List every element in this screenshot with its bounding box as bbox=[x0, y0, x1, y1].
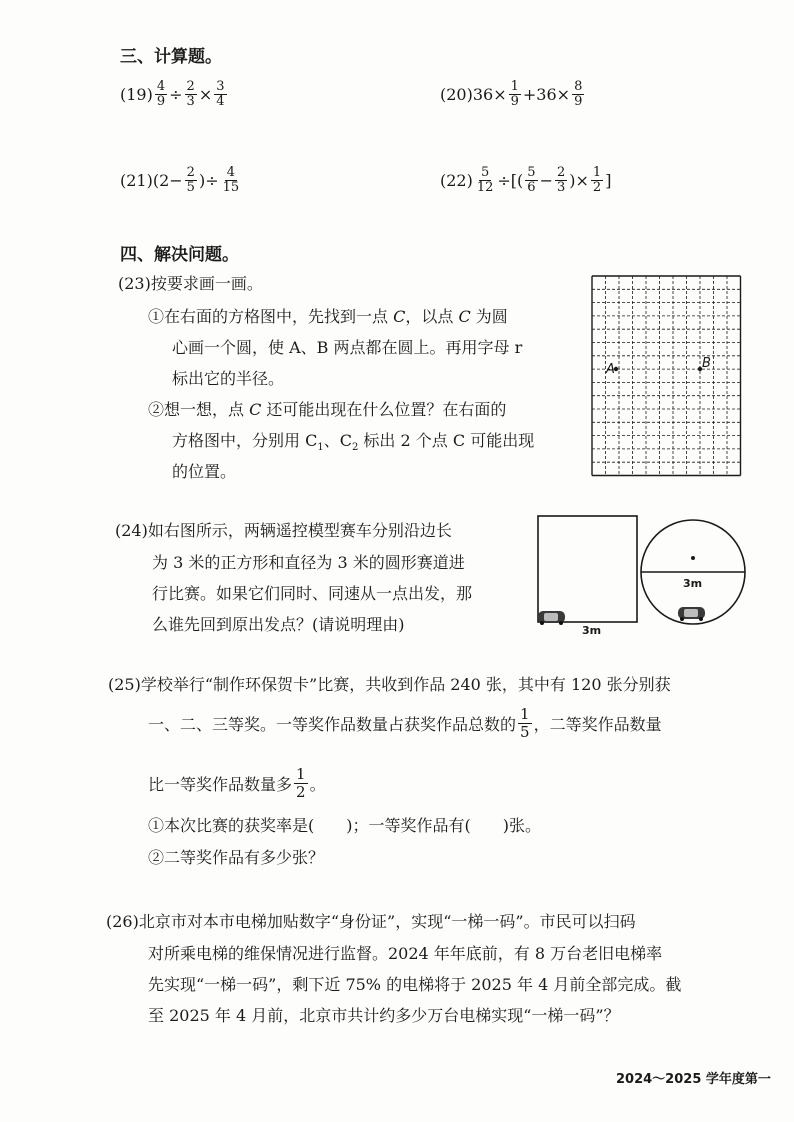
footer-text: 2024～2025 学年度第一 bbox=[616, 1072, 771, 1087]
q24-line2: 为 3 米的正方形和直径为 3 米的圆形赛道进 bbox=[152, 553, 465, 572]
q19-number: (19) bbox=[120, 85, 153, 104]
circle-center bbox=[691, 556, 695, 560]
q25-fraction-1: $\frac{1}{5}$ bbox=[520, 705, 530, 741]
q22-fraction-4: $\frac{1}{2}$ bbox=[592, 165, 602, 195]
q26-line1: (26)北京市对本市电梯加贴数字“身份证”，实现“一梯一码”。市民可以扫码 bbox=[106, 912, 636, 931]
q25-number: (25) bbox=[108, 675, 141, 694]
q23-part2-line2: 方格图中，分别用 $C_1$、$C_2$ 标出 2 个点 C 可能出现 bbox=[172, 431, 535, 454]
q19-fraction-1: $\frac{4}{9}$ bbox=[156, 79, 166, 109]
section-3-title: 三、计算题。 bbox=[120, 47, 222, 67]
q23-grid-figure bbox=[588, 272, 746, 480]
q25-sub2: ②二等奖作品有多少张？ bbox=[148, 848, 325, 867]
q19-op-2: × bbox=[198, 85, 213, 104]
q22-term-d: ] bbox=[605, 171, 612, 190]
q21-term-b: )÷ bbox=[198, 171, 219, 190]
q24-line4: 么谁先回到原出发点？(请说明理由) bbox=[152, 615, 405, 634]
square-side-label: 3m bbox=[582, 624, 602, 637]
question-22 bbox=[440, 166, 611, 195]
q23-intro bbox=[118, 272, 263, 296]
circle-diameter-label: 3m bbox=[683, 577, 703, 590]
q22-fraction-2: $\frac{5}{6}$ bbox=[527, 165, 536, 195]
q24-line3: 行比赛。如果它们同时、同速从一点出发，那 bbox=[152, 584, 473, 603]
q22-fraction-3: $\frac{2}{3}$ bbox=[556, 165, 566, 195]
q26-number: (26) bbox=[106, 912, 139, 931]
car-icon bbox=[678, 607, 705, 621]
q21-term-a: (2− bbox=[152, 171, 183, 190]
q26-line4: 至 2025 年 4 月前，北京市共计约多少万台电梯实现“一梯一码”？ bbox=[148, 1006, 620, 1025]
q24-line1: (24)如右图所示，两辆遥控模型赛车分别沿边长 bbox=[115, 521, 452, 540]
q21-fraction-1: $\frac{2}{5}$ bbox=[186, 165, 195, 195]
q21-fraction-2: $\frac{4}{15}$ bbox=[222, 165, 240, 195]
car-icon bbox=[538, 611, 565, 625]
q23-part1-line3: 标出它的半径。 bbox=[172, 369, 285, 388]
q25-line1: (25)学校举行“制作环保贺卡”比赛，共收到作品 240 张，其中有 120 张分别获 bbox=[108, 675, 671, 694]
q25-line2: 一、二、三等奖。一等奖作品数量占获奖作品总数的 $\frac{1}{5}$ ，二等奖作品数量 bbox=[148, 705, 662, 741]
section-4-title: 四、解决问题。 bbox=[120, 245, 239, 265]
q22-term-b: − bbox=[539, 171, 553, 190]
point-a-label: A bbox=[606, 362, 615, 377]
q26-line2: 对所乘电梯的维保情况进行监督。2024 年年底前，有 8 万台老旧电梯率 bbox=[148, 944, 663, 963]
q22-term-a: ÷[( bbox=[497, 171, 524, 190]
question-20 bbox=[440, 80, 586, 109]
q25-sub1: ①本次比赛的获奖率是( )；一等奖作品有( )张。 bbox=[148, 816, 541, 835]
q19-op-1: ÷ bbox=[169, 85, 183, 104]
q20-term-b: +36× bbox=[522, 85, 571, 104]
q19-fraction-2: $\frac{2}{3}$ bbox=[186, 79, 195, 109]
q23-intro-text: 按要求画一画。 bbox=[150, 274, 263, 293]
point-b-label: B bbox=[702, 356, 711, 371]
q26-line3: 先实现“一梯一码”，剩下近 75% 的电梯将于 2025 年 4 月前全部完成。截 bbox=[148, 975, 682, 994]
q22-fraction-1: $\frac{5}{12}$ bbox=[476, 165, 494, 195]
square-track bbox=[538, 516, 637, 622]
q23-part2-line1: ②想一想，点 C 还可能出现在什么位置？在右面的 bbox=[148, 400, 507, 419]
q24-number: (24) bbox=[115, 521, 148, 540]
q23-part1-line2: 心画一个圆，使 A、B 两点都在圆上。再用字母 r bbox=[172, 338, 523, 357]
q25-line3: 比一等奖作品数量多 $\frac{1}{2}$ 。 bbox=[148, 765, 326, 801]
q25-fraction-2: $\frac{1}{2}$ bbox=[296, 765, 306, 801]
q21-number: (21) bbox=[120, 171, 153, 190]
q20-number: (20) bbox=[440, 85, 473, 104]
q20-fraction-2: $\frac{8}{9}$ bbox=[574, 79, 583, 109]
q20-fraction-1: $\frac{1}{9}$ bbox=[510, 79, 519, 109]
q23-part2-line3: 的位置。 bbox=[172, 462, 237, 481]
question-19 bbox=[120, 80, 229, 109]
q22-term-c: )× bbox=[569, 171, 589, 190]
q19-fraction-3: $\frac{3}{4}$ bbox=[216, 79, 225, 109]
q23-number: (23) bbox=[118, 274, 151, 293]
q22-number: (22) bbox=[440, 171, 473, 190]
question-21 bbox=[120, 166, 243, 195]
q20-term-a: 36× bbox=[472, 85, 507, 104]
q23-part1-line1: ①在右面的方格图中，先找到一点 C，以点 C 为圆 bbox=[148, 307, 508, 326]
q24-track-figure bbox=[530, 512, 776, 640]
